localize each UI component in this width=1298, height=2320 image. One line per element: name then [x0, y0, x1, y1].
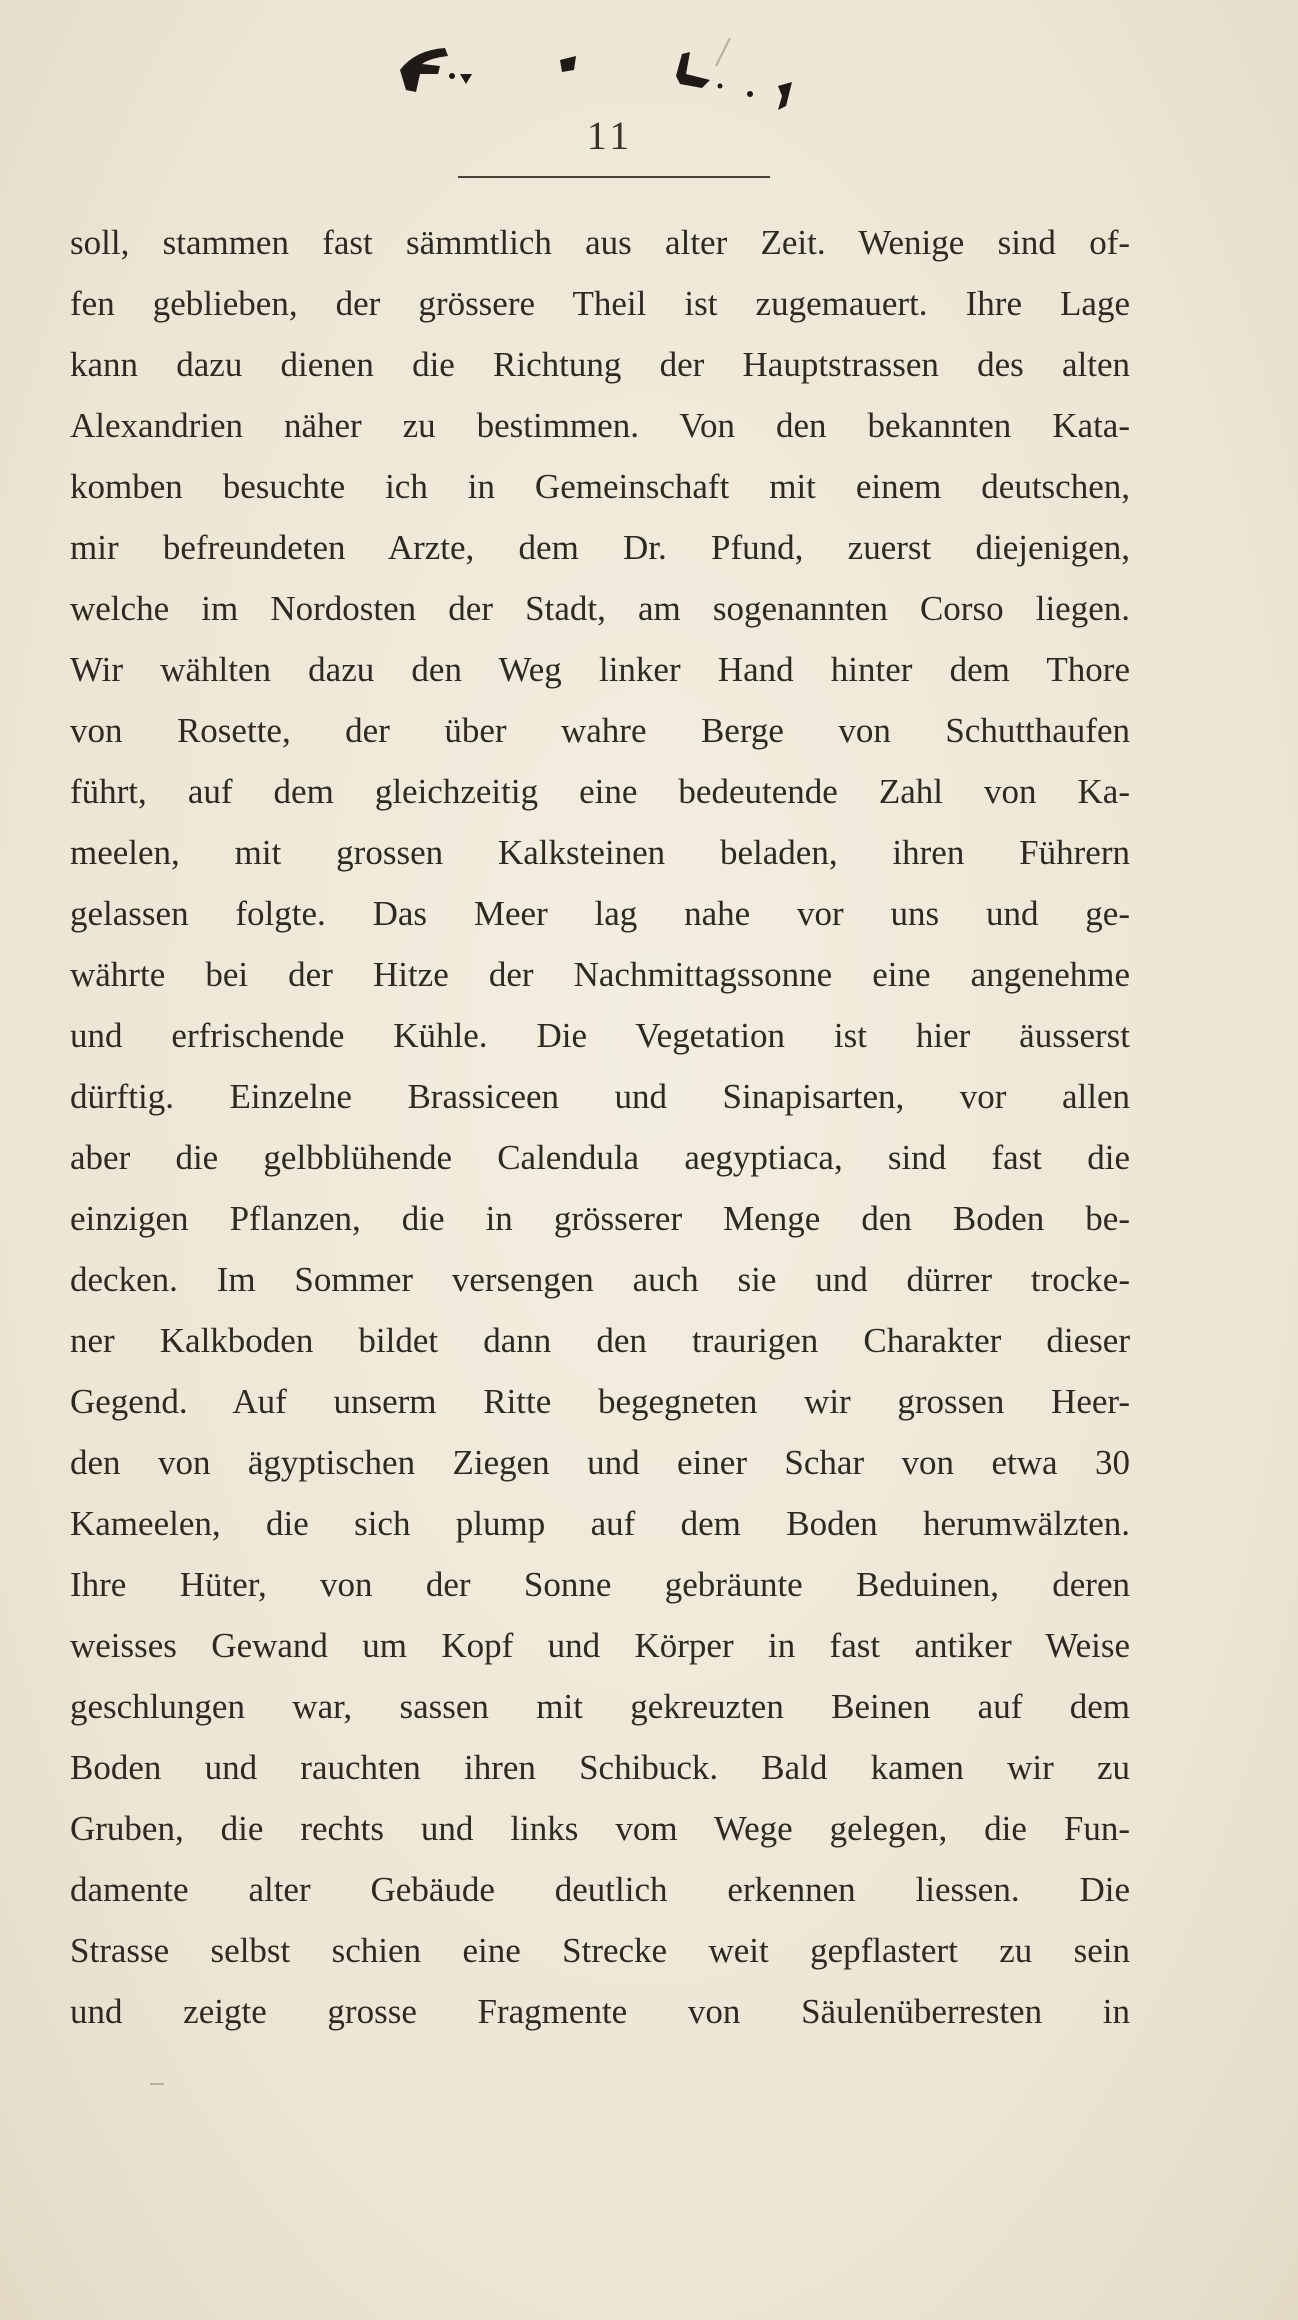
text-line: soll, stammen fast sämmtlich aus alter Zeit. Wenige sind of-: [70, 223, 1130, 262]
text-line: decken. Im Sommer versengen auch sie und dürrer trocke-: [70, 1260, 1130, 1299]
text-line: von Rosette, der über wahre Berge von Schutthaufen: [70, 711, 1130, 750]
header-rule: [458, 176, 770, 178]
text-line: währte bei der Hitze der Nachmittagssonne eine angenehme: [70, 955, 1130, 994]
text-line: damente alter Gebäude deutlich erkennen liessen. Die: [70, 1870, 1130, 1909]
text-line: mir befreundeten Arzte, dem Dr. Pfund, zuerst diejenigen,: [70, 528, 1130, 567]
text-line: Gruben, die rechts und links vom Wege gelegen, die Fun-: [70, 1809, 1130, 1848]
text-line: weisses Gewand um Kopf und Körper in fast antiker Weise: [70, 1626, 1130, 1665]
page-number: 11: [586, 113, 634, 158]
text-line: den von ägyptischen Ziegen und einer Schar von etwa 30: [70, 1443, 1130, 1482]
text-line: ner Kalkboden bildet dann den traurigen Charakter dieser: [70, 1321, 1130, 1360]
text-line: welche im Nordosten der Stadt, am sogenannten Corso liegen.: [70, 589, 1130, 628]
text-line: führt, auf dem gleichzeitig eine bedeutende Zahl von Ka-: [70, 772, 1130, 811]
text-line: und zeigte grosse Fragmente von Säulenüberresten in: [70, 1992, 1130, 2031]
text-line: kann dazu dienen die Richtung der Hauptstrassen des alten: [70, 345, 1130, 384]
text-line: meelen, mit grossen Kalksteinen beladen, ihren Führern: [70, 833, 1130, 872]
text-line: gelassen folgte. Das Meer lag nahe vor uns und ge-: [70, 894, 1130, 933]
text-line: Alexandrien näher zu bestimmen. Von den bekannten Kata-: [70, 406, 1130, 445]
text-line: Boden und rauchten ihren Schibuck. Bald kamen wir zu: [70, 1748, 1130, 1787]
text-line: fen geblieben, der grössere Theil ist zugemauert. Ihre Lage: [70, 284, 1130, 323]
text-line: Gegend. Auf unserm Ritte begegneten wir grossen Heer-: [70, 1382, 1130, 1421]
text-line: dürftig. Einzelne Brassiceen und Sinapisarten, vor allen: [70, 1077, 1130, 1116]
body-text: [70, 212, 1130, 2042]
text-line: Wir wählten dazu den Weg linker Hand hinter dem Thore: [70, 650, 1130, 689]
text-line: und erfrischende Kühle. Die Vegetation ist hier äusserst: [70, 1016, 1130, 1055]
text-line: Ihre Hüter, von der Sonne gebräunte Beduinen, deren: [70, 1565, 1130, 1604]
text-line: aber die gelbblühende Calendula aegyptiaca, sind fast die: [70, 1138, 1130, 1177]
margin-mark: [150, 2083, 164, 2085]
text-line: Kameelen, die sich plump auf dem Boden herumwälzten.: [70, 1504, 1130, 1543]
text-line: geschlungen war, sassen mit gekreuzten Beinen auf dem: [70, 1687, 1130, 1726]
text-line: Strasse selbst schien eine Strecke weit gepflastert zu sein: [70, 1931, 1130, 1970]
text-line: einzigen Pflanzen, die in grösserer Menge den Boden be-: [70, 1199, 1130, 1238]
text-line: komben besuchte ich in Gemeinschaft mit einem deutschen,: [70, 467, 1130, 506]
